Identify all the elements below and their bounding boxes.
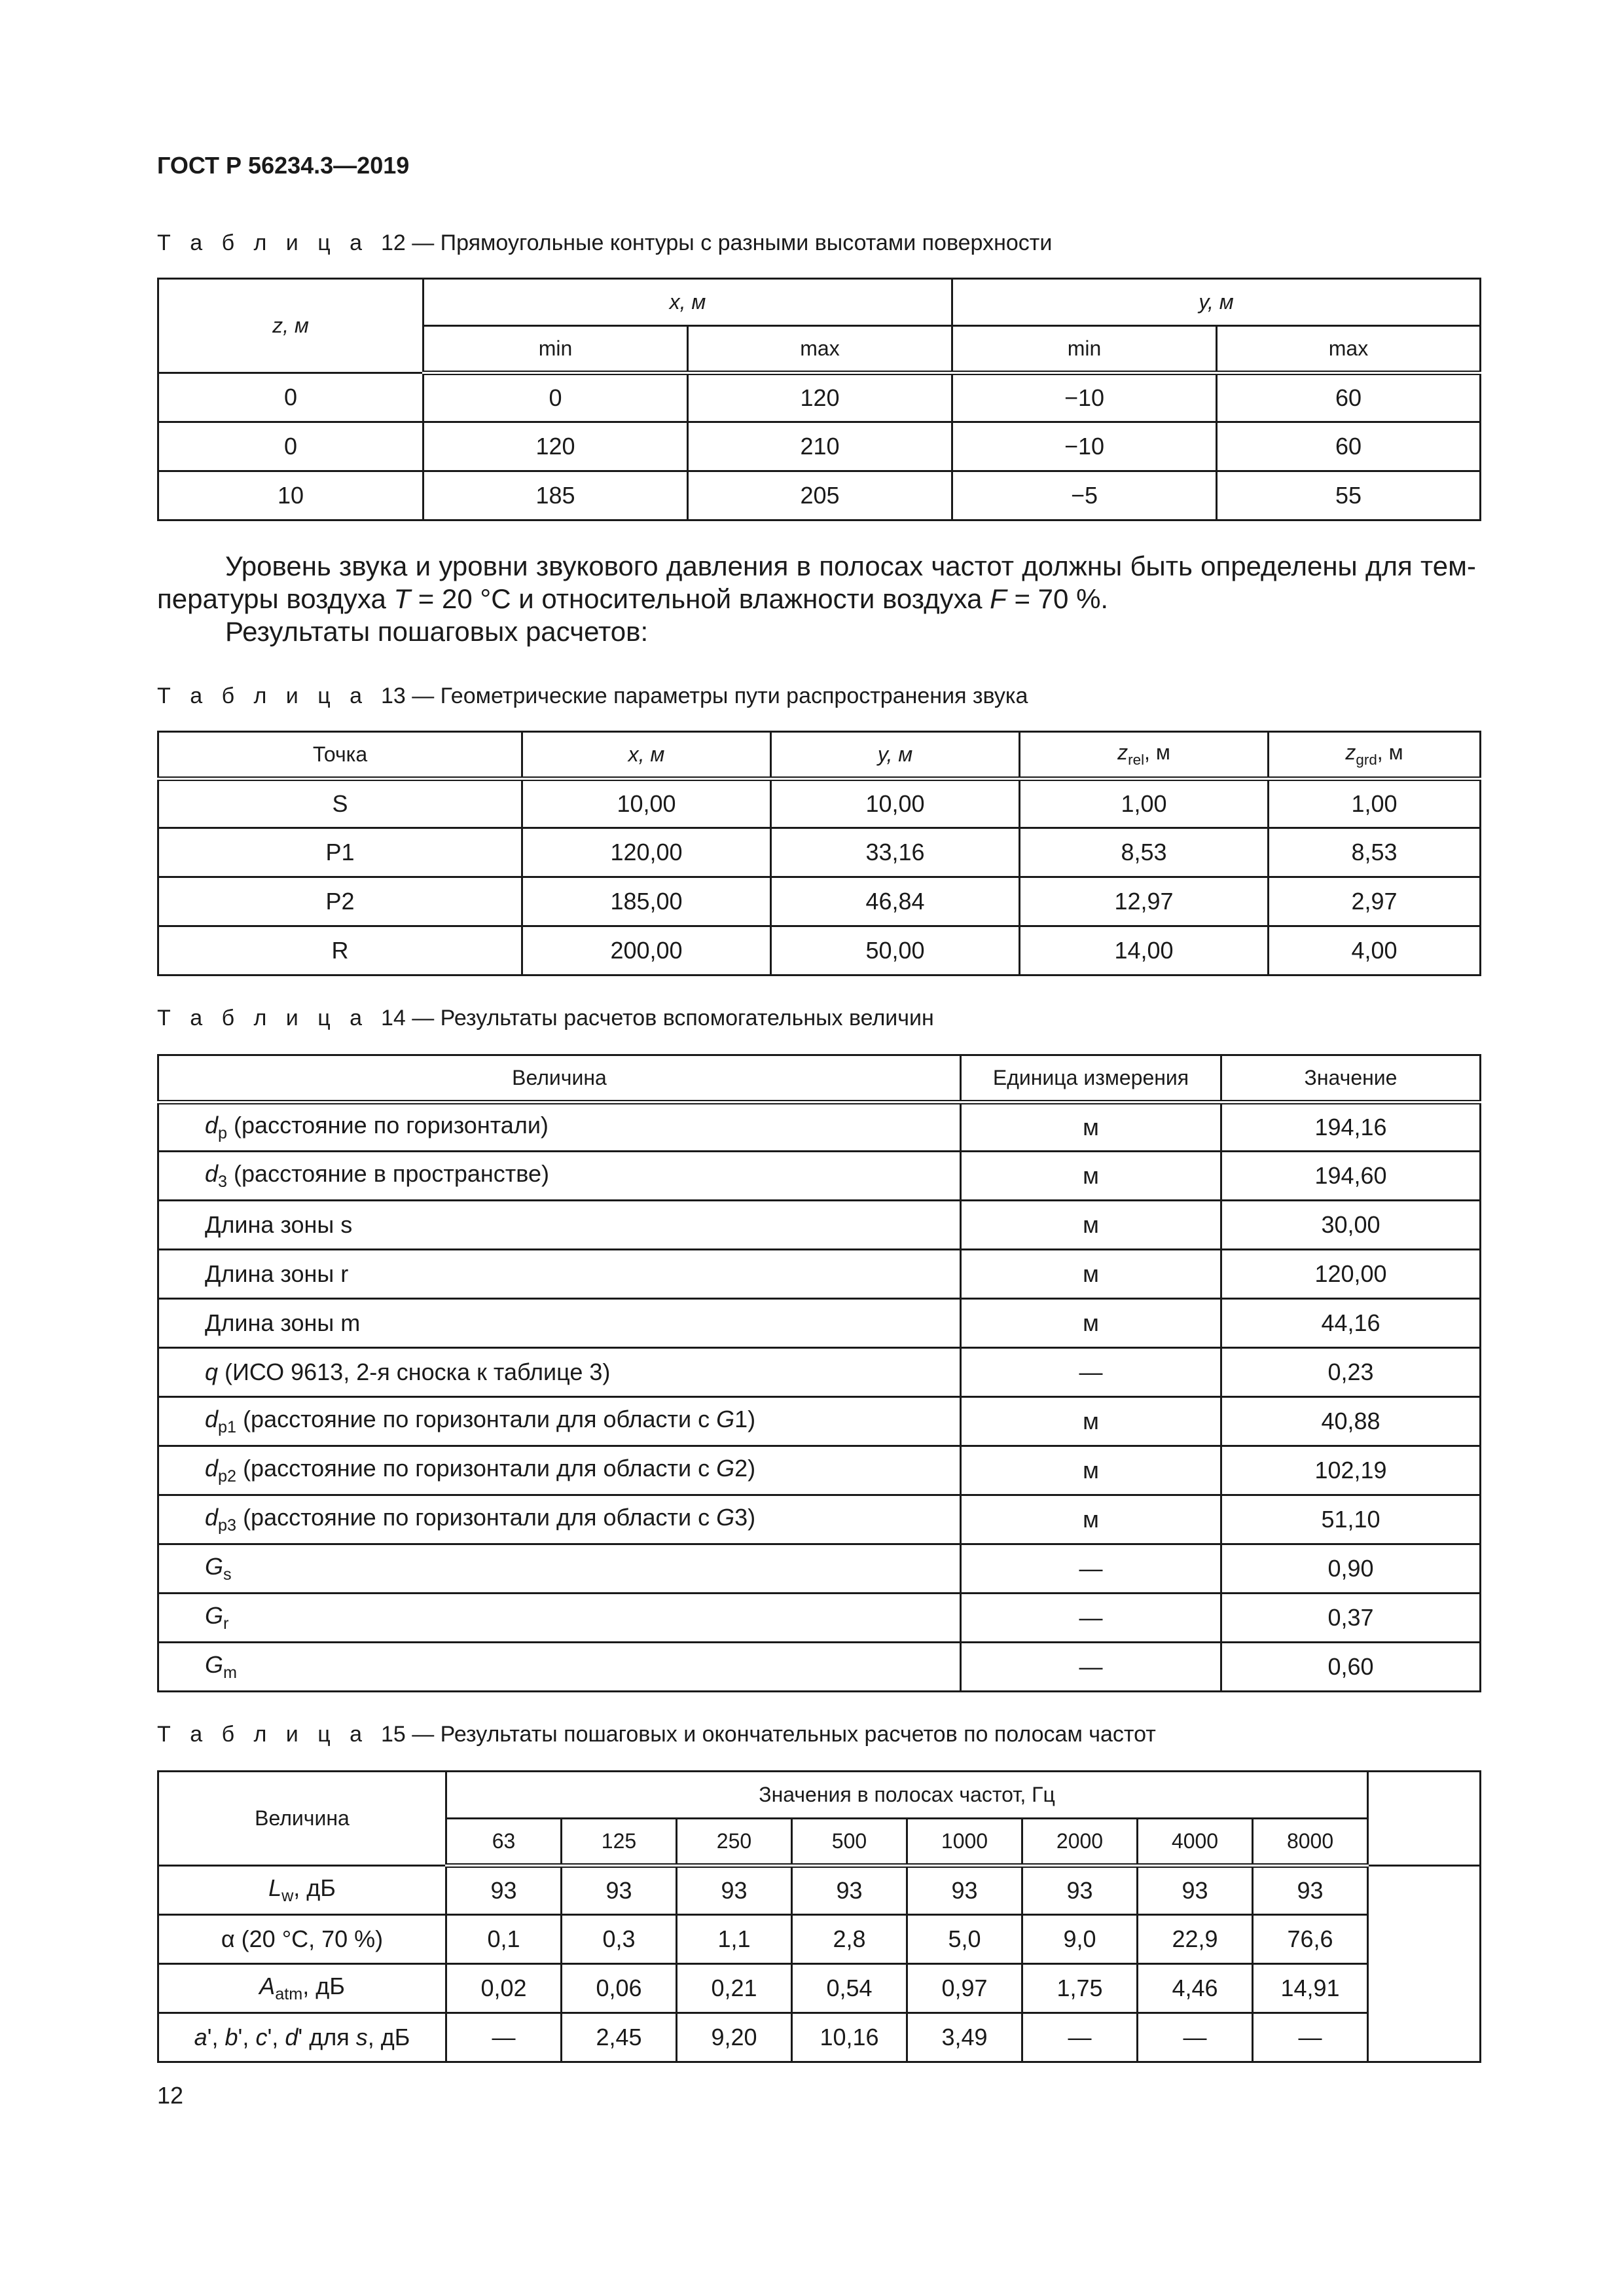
- coef-d: d: [285, 2024, 298, 2050]
- sep: ',: [267, 2024, 285, 2050]
- unit: , дБ: [293, 1874, 336, 1901]
- symbol: A: [259, 1973, 276, 1999]
- description: (расстояние по горизонтали для области с: [236, 1455, 717, 1482]
- table12-caption-text: 12 — Прямоугольные контуры с разными высотами поверхности: [380, 230, 1053, 255]
- table14-value: 102,19: [1221, 1446, 1481, 1495]
- table12-cell: 0: [158, 373, 424, 422]
- table15-freq: 63: [446, 1819, 562, 1866]
- symbol: G: [205, 1651, 224, 1678]
- table14-quantity: [158, 1643, 961, 1692]
- table14-value: 120,00: [1221, 1250, 1481, 1299]
- zgrd-symbol: z: [1345, 740, 1356, 764]
- table15-cell: 76,6: [1253, 1915, 1368, 1964]
- sep: ' для: [298, 2024, 356, 2050]
- table13-cell: 185,00: [522, 877, 771, 926]
- table14-unit: м: [961, 1152, 1221, 1201]
- symbol: d: [205, 1504, 219, 1531]
- table14-value: 51,10: [1221, 1495, 1481, 1544]
- table15-cell: 93: [562, 1866, 677, 1915]
- zrel-unit: , м: [1144, 740, 1170, 764]
- table12-cell: 205: [688, 471, 952, 520]
- table15-cell: 0,1: [446, 1915, 562, 1964]
- table14-quantity: [158, 1397, 961, 1446]
- table12-cell: 210: [688, 422, 952, 471]
- table12-header-x: [424, 279, 952, 326]
- table13-header-point: Точка: [158, 732, 522, 779]
- table15-cell: —: [1022, 2013, 1138, 2062]
- paragraph-line-2-a: пературы воздуха: [157, 583, 394, 614]
- table-row: [158, 1643, 1481, 1692]
- table12-header-x-min: min: [424, 326, 688, 373]
- table14-quantity: [158, 1348, 961, 1397]
- table14-unit: —: [961, 1544, 1221, 1594]
- table15-cell: 9,0: [1022, 1915, 1138, 1964]
- table13-cell: 200,00: [522, 926, 771, 975]
- table-row: [158, 1397, 1481, 1446]
- table15-cell: —: [446, 2013, 562, 2062]
- symbol-sub: 3: [218, 1173, 228, 1191]
- table-row: [158, 926, 1481, 975]
- table-row: [158, 1201, 1481, 1250]
- coef-b: b: [225, 2024, 238, 2050]
- page-number: 12: [157, 2082, 184, 2109]
- g-symbol: G: [716, 1406, 735, 1432]
- table15-cell: 4,46: [1138, 1964, 1253, 2013]
- paragraph-line-2: [157, 583, 1476, 615]
- table-row: [158, 373, 1481, 422]
- table13-header-x: [522, 732, 771, 779]
- table15-quantity: [158, 2013, 446, 2062]
- table14-unit: м: [961, 1397, 1221, 1446]
- table12-cell: −5: [952, 471, 1217, 520]
- table12-caption-label: Т а б л и ц а: [157, 230, 369, 255]
- table15-quantity: α (20 °C, 70 %): [158, 1915, 446, 1964]
- table15-cell: 93: [446, 1866, 562, 1915]
- sep: ',: [238, 2024, 256, 2050]
- g-index: 2): [734, 1455, 756, 1482]
- table-row: [158, 1544, 1481, 1594]
- table14-value: 0,60: [1221, 1643, 1481, 1692]
- table14-header-value: Значение: [1221, 1055, 1481, 1102]
- description: (расстояние в пространстве): [227, 1160, 549, 1187]
- table15-cell: 0,3: [562, 1915, 677, 1964]
- table14-value: 0,23: [1221, 1348, 1481, 1397]
- table13-cell: P2: [158, 877, 522, 926]
- table13-caption-text: 13 — Геометрические параметры пути распространения звука: [380, 683, 1028, 708]
- table15-cell: 5,0: [907, 1915, 1022, 1964]
- table12: [157, 278, 1481, 521]
- symbol: d: [205, 1455, 219, 1482]
- table12-cell: 55: [1217, 471, 1481, 520]
- table15-cell: 93: [907, 1866, 1022, 1915]
- table12-cell: 120: [688, 373, 952, 422]
- body-paragraph: [157, 550, 1476, 648]
- table14-unit: —: [961, 1594, 1221, 1643]
- table15-freq: 500: [792, 1819, 907, 1866]
- symbol-sub: p2: [218, 1467, 237, 1485]
- g-symbol: G: [716, 1455, 735, 1482]
- table12-header-z: [158, 279, 424, 373]
- table15-cell: 93: [1138, 1866, 1253, 1915]
- table15: [157, 1770, 1481, 2063]
- table15-freq: 2000: [1022, 1819, 1138, 1866]
- g-index: 1): [734, 1406, 756, 1432]
- zone-s: s: [355, 2024, 368, 2050]
- symbol: q: [205, 1358, 219, 1385]
- table-row: [158, 1915, 1481, 1964]
- table13-cell: 8,53: [1020, 828, 1269, 877]
- table15-caption-text: 15 — Результаты пошаговых и окончательных расчетов по полосам частот: [380, 1722, 1156, 1747]
- table13-cell: 8,53: [1269, 828, 1481, 877]
- symbol: G: [205, 1602, 224, 1629]
- zrel-sub: rel: [1128, 752, 1145, 768]
- table14-value: 30,00: [1221, 1201, 1481, 1250]
- table15-header-extra: [1368, 1772, 1481, 1866]
- table15-cell: 1,75: [1022, 1964, 1138, 2013]
- symbol-sub: r: [223, 1614, 229, 1633]
- description: (расстояние по горизонтали для области с: [236, 1504, 717, 1531]
- table15-cell: 93: [1253, 1866, 1368, 1915]
- table14-unit: —: [961, 1643, 1221, 1692]
- table15-cell: —: [1138, 2013, 1253, 2062]
- table13-cell: 4,00: [1269, 926, 1481, 975]
- table13-cell: R: [158, 926, 522, 975]
- table15-extra-cell: [1368, 1866, 1481, 2062]
- zrel-symbol: z: [1117, 740, 1128, 764]
- table13-header-zrel: [1020, 732, 1269, 779]
- table14-quantity: [158, 1152, 961, 1201]
- table13-cell: 120,00: [522, 828, 771, 877]
- table15-caption-label: Т а б л и ц а: [157, 1722, 369, 1747]
- table12-cell: 10: [158, 471, 424, 520]
- table15-cell: 93: [677, 1866, 792, 1915]
- description: (расстояние по горизонтали для области с: [236, 1406, 717, 1432]
- table15-freq: 8000: [1253, 1819, 1368, 1866]
- table13-cell: 1,00: [1020, 779, 1269, 828]
- paragraph-line-2-c: = 70 %.: [1006, 583, 1109, 614]
- table13-header-y-text: y, м: [877, 742, 913, 766]
- zgrd-unit: , м: [1377, 740, 1403, 764]
- table14-unit: м: [961, 1201, 1221, 1250]
- symbol-sub: p3: [218, 1516, 237, 1535]
- table14-unit: м: [961, 1102, 1221, 1152]
- table15-cell: 1,1: [677, 1915, 792, 1964]
- table-row: [158, 1299, 1481, 1348]
- table14: [157, 1054, 1481, 1692]
- table-row: [158, 1594, 1481, 1643]
- table14-quantity: Длина зоны s: [158, 1201, 961, 1250]
- table15-cell: 93: [792, 1866, 907, 1915]
- table14-value: 194,60: [1221, 1152, 1481, 1201]
- table12-cell: 185: [424, 471, 688, 520]
- table12-cell: 0: [424, 373, 688, 422]
- table14-value: 44,16: [1221, 1299, 1481, 1348]
- table14-value: 0,37: [1221, 1594, 1481, 1643]
- description: (расстояние по горизонтали): [227, 1112, 549, 1139]
- table15-freq: 250: [677, 1819, 792, 1866]
- table-row: [158, 779, 1481, 828]
- paragraph-line-3: Результаты пошаговых расчетов:: [225, 616, 649, 647]
- table-row: [158, 471, 1481, 520]
- table14-quantity: [158, 1446, 961, 1495]
- symbol-sub: w: [281, 1887, 294, 1905]
- table13-cell: 14,00: [1020, 926, 1269, 975]
- table14-value: 40,88: [1221, 1397, 1481, 1446]
- temperature-symbol: T: [393, 583, 411, 614]
- sep: ',: [207, 2024, 225, 2050]
- table-row: [158, 1348, 1481, 1397]
- table13-cell: P1: [158, 828, 522, 877]
- table12-cell: 0: [158, 422, 424, 471]
- table15-quantity: [158, 1866, 446, 1915]
- table15-freq: 1000: [907, 1819, 1022, 1866]
- table15-cell: 2,8: [792, 1915, 907, 1964]
- table12-header-y: [952, 279, 1481, 326]
- table12-caption: [157, 230, 1052, 256]
- table15-quantity: [158, 1964, 446, 2013]
- table12-cell: −10: [952, 422, 1217, 471]
- g-index: 3): [734, 1504, 756, 1531]
- table15-cell: 22,9: [1138, 1915, 1253, 1964]
- table13-header-zgrd: [1269, 732, 1481, 779]
- symbol-sub: p: [218, 1124, 228, 1142]
- symbol: d: [205, 1160, 219, 1187]
- unit: , дБ: [367, 2024, 410, 2050]
- symbol-sub: p1: [218, 1418, 237, 1436]
- table14-caption-text: 14 — Результаты расчетов вспомогательных величин: [380, 1006, 934, 1030]
- table-row: [158, 1964, 1481, 2013]
- table-row: [158, 2013, 1481, 2062]
- table-row: [158, 877, 1481, 926]
- table-row: [158, 1250, 1481, 1299]
- table15-cell: 10,16: [792, 2013, 907, 2062]
- paragraph-line-1: Уровень звука и уровни звукового давления в полосах частот должны быть определены для тем-: [225, 551, 1476, 581]
- table14-header-unit: Единица измерения: [961, 1055, 1221, 1102]
- table14-quantity: [158, 1102, 961, 1152]
- table-row: [158, 1446, 1481, 1495]
- table14-quantity: [158, 1544, 961, 1594]
- table12-header-y-text: y, м: [1199, 290, 1234, 314]
- table15-freq: 4000: [1138, 1819, 1253, 1866]
- table14-caption: [157, 1006, 934, 1031]
- table15-cell: 3,49: [907, 2013, 1022, 2062]
- table13-cell: 10,00: [771, 779, 1020, 828]
- table13-cell: 10,00: [522, 779, 771, 828]
- coef-a: a: [194, 2024, 208, 2050]
- symbol: d: [205, 1406, 219, 1432]
- table12-header-x-max: max: [688, 326, 952, 373]
- table14-value: 194,16: [1221, 1102, 1481, 1152]
- table15-cell: 0,21: [677, 1964, 792, 2013]
- table13-cell: 2,97: [1269, 877, 1481, 926]
- table12-cell: 120: [424, 422, 688, 471]
- table15-cell: 93: [1022, 1866, 1138, 1915]
- table15-header-bands: Значения в полосах частот, Гц: [446, 1772, 1368, 1819]
- g-symbol: G: [716, 1504, 735, 1531]
- table15-cell: 0,97: [907, 1964, 1022, 2013]
- table15-cell: 0,02: [446, 1964, 562, 2013]
- table14-quantity: Длина зоны r: [158, 1250, 961, 1299]
- table12-header-z-text: z, м: [272, 314, 309, 337]
- table-row: [158, 1866, 1481, 1915]
- table-row: [158, 1152, 1481, 1201]
- table15-freq: 125: [562, 1819, 677, 1866]
- table15-cell: 0,54: [792, 1964, 907, 2013]
- table-row: [158, 422, 1481, 471]
- table14-unit: м: [961, 1299, 1221, 1348]
- table-row: [158, 1495, 1481, 1544]
- table15-cell: 0,06: [562, 1964, 677, 2013]
- table14-quantity: [158, 1495, 961, 1544]
- table13-caption: [157, 683, 1028, 709]
- table13-cell: 33,16: [771, 828, 1020, 877]
- table13-cell: 50,00: [771, 926, 1020, 975]
- table14-caption-label: Т а б л и ц а: [157, 1006, 369, 1030]
- zgrd-sub: grd: [1356, 752, 1377, 768]
- table12-cell: −10: [952, 373, 1217, 422]
- table15-cell: —: [1253, 2013, 1368, 2062]
- table12-cell: 60: [1217, 422, 1481, 471]
- symbol-sub: m: [223, 1664, 237, 1682]
- table14-quantity: Длина зоны m: [158, 1299, 961, 1348]
- table14-unit: —: [961, 1348, 1221, 1397]
- table-row: [158, 1102, 1481, 1152]
- table14-value: 0,90: [1221, 1544, 1481, 1594]
- symbol-sub: s: [223, 1565, 232, 1584]
- table12-header-y-max: max: [1217, 326, 1481, 373]
- unit: , дБ: [302, 1973, 345, 1999]
- table13-cell: S: [158, 779, 522, 828]
- table13-header-y: [771, 732, 1020, 779]
- coef-c: c: [255, 2024, 268, 2050]
- table13-cell: 12,97: [1020, 877, 1269, 926]
- symbol: G: [205, 1553, 224, 1580]
- symbol: L: [268, 1874, 282, 1901]
- humidity-symbol: F: [990, 583, 1007, 614]
- table15-caption: [157, 1722, 1156, 1747]
- table-row: [158, 828, 1481, 877]
- table15-cell: 14,91: [1253, 1964, 1368, 2013]
- table15-cell: 2,45: [562, 2013, 677, 2062]
- table13-caption-label: Т а б л и ц а: [157, 683, 369, 708]
- symbol-sub: atm: [275, 1985, 303, 2003]
- table12-cell: 60: [1217, 373, 1481, 422]
- table15-cell: 9,20: [677, 2013, 792, 2062]
- table14-unit: м: [961, 1495, 1221, 1544]
- table12-header-x-text: x, м: [669, 290, 706, 314]
- table13-cell: 46,84: [771, 877, 1020, 926]
- table13-cell: 1,00: [1269, 779, 1481, 828]
- table14-header-quantity: Величина: [158, 1055, 961, 1102]
- table13: [157, 731, 1481, 976]
- table15-header-quantity: Величина: [158, 1772, 446, 1866]
- description: (ИСО 9613, 2-я сноска к таблице 3): [218, 1358, 611, 1385]
- table14-unit: м: [961, 1446, 1221, 1495]
- table14-unit: м: [961, 1250, 1221, 1299]
- table13-header-x-text: x, м: [628, 742, 665, 766]
- symbol: d: [205, 1112, 219, 1139]
- table14-quantity: [158, 1594, 961, 1643]
- paragraph-line-2-b: = 20 °C и относительной влажности воздуха: [410, 583, 990, 614]
- table12-header-y-min: min: [952, 326, 1217, 373]
- document-code: ГОСТ Р 56234.3—2019: [157, 152, 410, 179]
